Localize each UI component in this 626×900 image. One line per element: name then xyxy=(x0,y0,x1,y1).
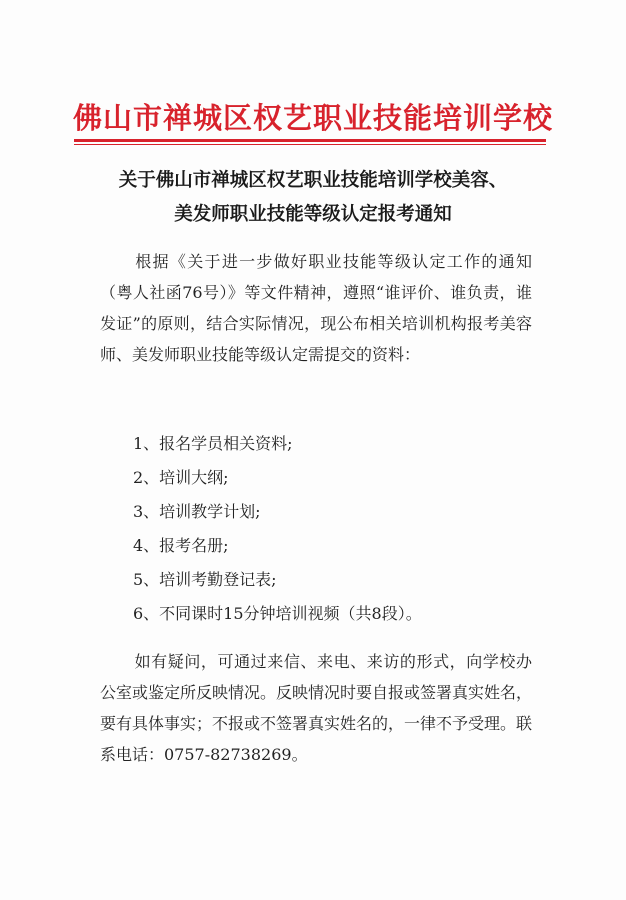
required-materials-list xyxy=(133,432,422,636)
notice-title-line2: 美发师职业技能等级认定报考通知 xyxy=(174,204,452,225)
list-item: 6、不同课时15分钟培训视频（共8段）。 xyxy=(133,604,422,623)
list-item: 1、报名学员相关资料; xyxy=(133,434,293,453)
intro-paragraph xyxy=(100,246,532,370)
intro-text: 根据《关于进一步做好职业技能等级认定工作的通知（粤人社函76号）》等文件精神，遵照“谁评价、谁负责，谁发证”的原则，结合实际情况，现公布相关培训机构报考美容师、美发师职业技能等级认定需提交的资料： xyxy=(100,252,532,364)
closing-paragraph xyxy=(100,646,532,770)
list-item: 5、培训考勤登记表; xyxy=(133,570,277,589)
list-item: 4、报考名册; xyxy=(133,536,229,555)
notice-title-line1: 关于佛山市禅城区权艺职业技能培训学校美容、 xyxy=(118,170,508,191)
letterhead-rule-thick xyxy=(74,139,546,142)
closing-text: 如有疑问，可通过来信、来电、来访的形式，向学校办公室或鉴定所反映情况。反映情况时要自报或签署真实姓名，要有具体事实；不报或不签署真实姓名的，一律不予受理。联系电话：0757-82738269。 xyxy=(100,652,533,764)
list-item: 2、培训大纲; xyxy=(133,468,229,487)
letterhead-school-name: 佛山市禅城区权艺职业技能培训学校 xyxy=(72,101,553,135)
letterhead-rule-thin xyxy=(74,144,546,145)
list-item: 3、培训教学计划; xyxy=(133,502,261,521)
